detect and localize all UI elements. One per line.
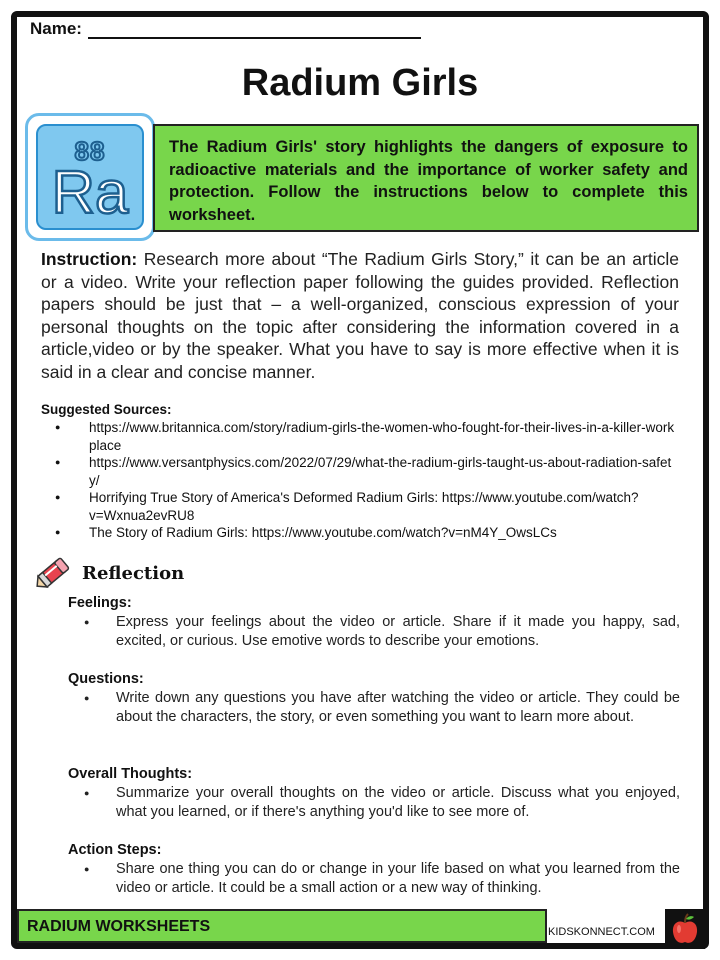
periodic-element-tile bbox=[25, 113, 155, 241]
name-label: Name: bbox=[30, 19, 82, 38]
questions-section bbox=[68, 670, 680, 727]
sources-list bbox=[41, 419, 681, 542]
pencil-icon bbox=[33, 551, 75, 593]
instruction-text: Research more about “The Radium Girls Story,” it can be an article or a video. Write your reflection paper following the guides provided. Reflection papers should be just that – a well-organized, conscious expression of your personal thoughts on the topic after considering the information covered in a article,video or by the speaker. What you have to say is more effective when it is said in a clear and concise manner. bbox=[41, 249, 679, 382]
section-item: ● Summarize your overall thoughts on the video or article. Discuss what you enjoyed, what you learned, or if there's anything you'd like to see more of. bbox=[68, 784, 680, 822]
source-item[interactable]: ● https://www.versantphysics.com/2022/07/29/what-the-radium-girls-taught-us-about-radiation-safety/ bbox=[41, 454, 681, 489]
section-heading: Action Steps: bbox=[68, 842, 162, 858]
instruction-label: Instruction: bbox=[41, 249, 138, 269]
source-item[interactable]: ● The Story of Radium Girls: https://www.youtube.com/watch?v=nM4Y_OwsLCs bbox=[41, 524, 681, 542]
name-field[interactable] bbox=[30, 19, 421, 39]
element-tile-inner bbox=[36, 124, 144, 230]
instruction-paragraph bbox=[41, 248, 679, 383]
apple-logo bbox=[665, 909, 705, 949]
section-item: ● Express your feelings about the video or article. Share if it made you happy, sad, excited, or curious. Use emotive words to describe your emotions. bbox=[68, 613, 680, 651]
element-symbol: Ra bbox=[51, 159, 129, 226]
section-item: ● Write down any questions you have after watching the video or article. They could be about the characters, the story, or even something you want to learn more about. bbox=[68, 689, 680, 727]
section-heading: Overall Thoughts: bbox=[68, 766, 193, 782]
page-title: Radium Girls bbox=[241, 62, 479, 104]
feelings-section bbox=[68, 594, 680, 651]
overall-thoughts-section bbox=[68, 765, 680, 822]
sources-heading: Suggested Sources: bbox=[41, 402, 172, 417]
intro-box: The Radium Girls' story highlights the dangers of exposure to radioactive materials and the importance of worker safety and protection. Follow the instructions below to complete this worksheet. bbox=[153, 124, 699, 232]
name-line[interactable] bbox=[88, 21, 421, 39]
section-heading: Feelings: bbox=[68, 595, 132, 611]
source-item[interactable]: ● Horrifying True Story of America's Deformed Radium Girls: https://www.youtube.com/watch?v=Wxnua2evRU8 bbox=[41, 489, 681, 524]
reflection-title: Reflection bbox=[82, 563, 185, 584]
apple-icon bbox=[665, 909, 705, 949]
section-item: ● Share one thing you can do or change in your life based on what you learned from the video or article. It could be a small action or a new way of thinking. bbox=[68, 860, 680, 898]
action-steps-section bbox=[68, 841, 680, 898]
footer-label: RADIUM WORKSHEETS bbox=[17, 909, 547, 943]
atomic-number: 88 bbox=[74, 136, 106, 166]
source-item[interactable]: ● https://www.britannica.com/story/radium-girls-the-women-who-fought-for-their-lives-in-a-killer-workplace bbox=[41, 419, 681, 454]
section-heading: Questions: bbox=[68, 671, 144, 687]
footer-site[interactable]: KIDSKONNECT.COM bbox=[548, 926, 655, 938]
